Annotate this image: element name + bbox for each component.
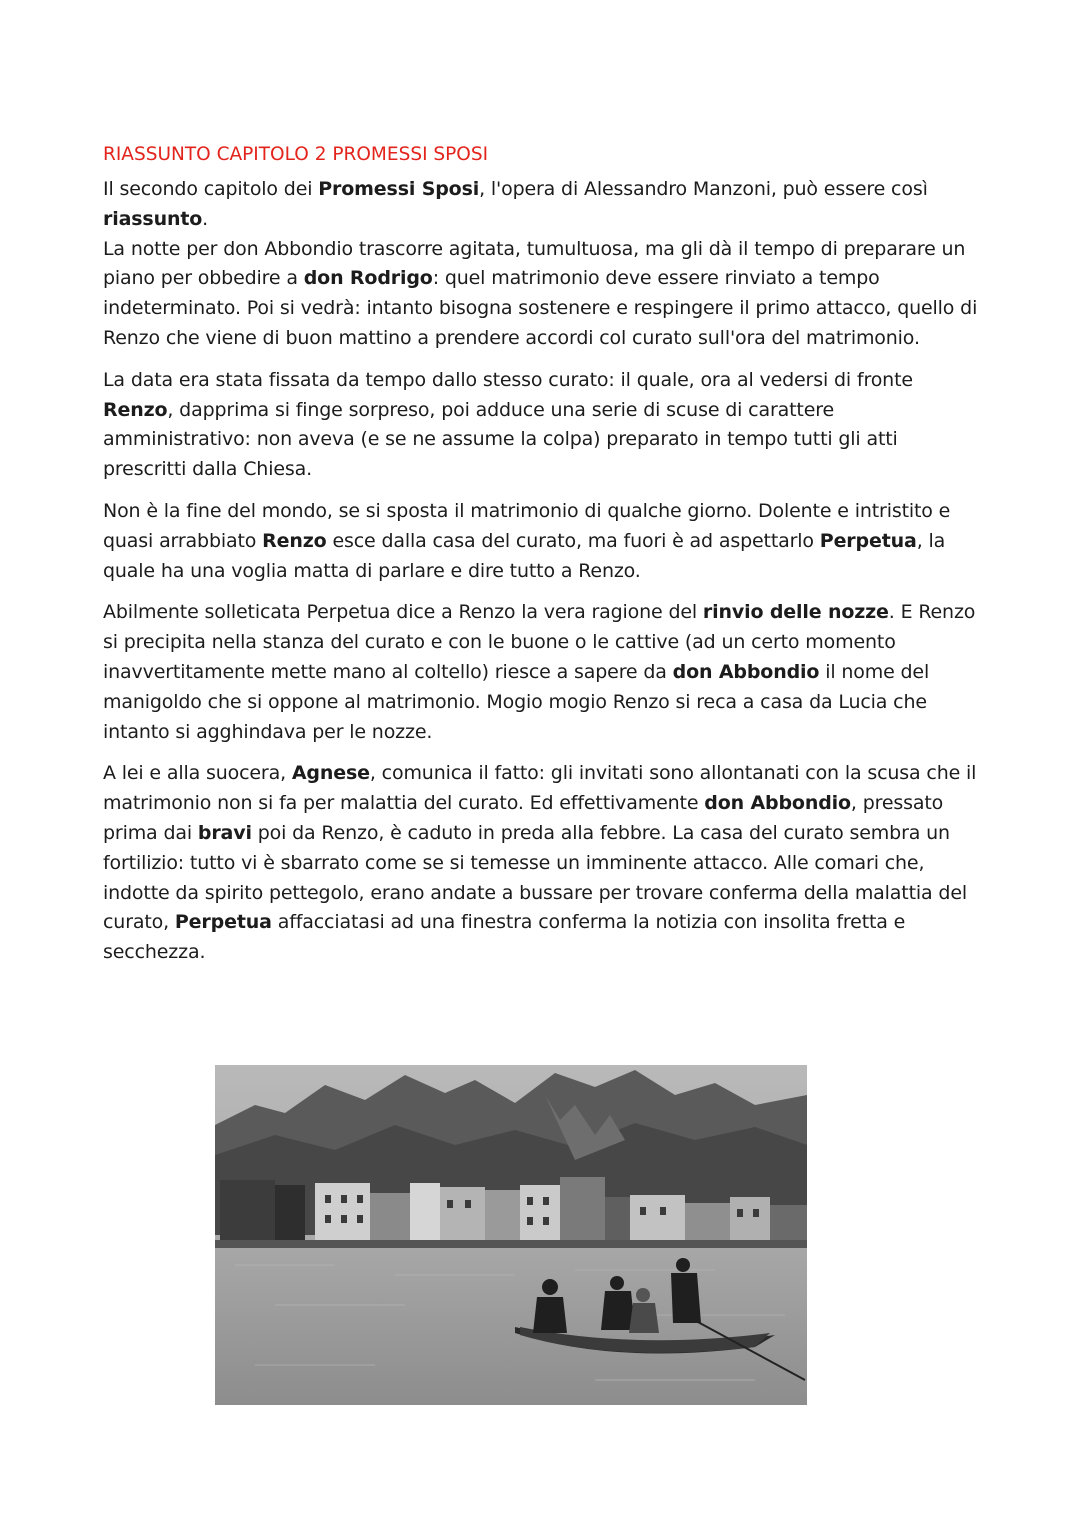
- text-run: il nome del manigoldo che si oppone al matrimonio. Mogio mogio Renzo si reca a casa da Lucia che intanto si agghindava per le nozze.: [103, 660, 930, 743]
- text-run: .: [202, 207, 209, 230]
- photo-illustration: [215, 1065, 807, 1405]
- paragraph: [103, 175, 983, 354]
- bold-term: Perpetua: [819, 529, 917, 552]
- bold-term: don Abbondio: [704, 792, 851, 815]
- paragraph: [103, 598, 983, 747]
- text-run: Abilmente solleticata Perpetua dice a Renzo la vera ragione del: [103, 601, 703, 624]
- bold-term: don Abbondio: [672, 660, 820, 683]
- bold-term: don Rodrigo: [303, 267, 433, 290]
- paragraph: [103, 366, 983, 485]
- paragraph: [103, 497, 983, 586]
- text-run: , comunica il fatto: gli invitati sono allontanati con la scusa che il matrimonio non si fa per malattia del curato. Ed effettivamente: [103, 762, 977, 815]
- text-run: poi da Renzo, è caduto in preda alla febbre. La casa del curato sembra un fortilizio: tutto vi è sbarrato come se si temesse un imminente attacco. Alle comari che, indotte da spirito pettegolo, erano andate a bussare per trovare conferma della malattia del curato,: [103, 821, 967, 934]
- bold-term: Renzo: [262, 529, 327, 552]
- text-run: Il secondo capitolo dei: [103, 178, 319, 200]
- text-run: , la quale ha una voglia matta di parlare e dire tutto a Renzo.: [103, 529, 946, 582]
- text-run: : quel matrimonio deve essere rinviato a tempo indeterminato. Poi si vedrà: intanto bisogna sostenere e respingere il primo attacco, quello di Renzo che viene di buon mattino a prendere accordi col curato sull'ora del matrimonio.: [103, 267, 978, 349]
- bold-term: riassunto: [103, 207, 203, 230]
- document-title: RIASSUNTO CAPITOLO 2 PROMESSI SPOSI: [103, 144, 489, 165]
- bold-term: Agnese: [291, 762, 370, 785]
- text-run: esce dalla casa del curato, ma fuori è ad aspettarlo: [326, 529, 820, 552]
- bold-term: bravi: [197, 821, 252, 844]
- bold-term: Perpetua: [174, 911, 272, 934]
- text-run: affacciatasi ad una finestra conferma la notizia con insolita fretta e secchezza.: [103, 911, 906, 964]
- text-run: La data era stata fissata da tempo dallo stesso curato: il quale, ora al vedersi di fronte: [103, 368, 913, 391]
- text-run: A lei e alla suocera,: [103, 762, 292, 785]
- text-run: , dapprima si finge sorpreso, poi adduce una serie di scuse di carattere amministrativo: non aveva (e se ne assume la colpa) preparato in tempo tutti gli atti prescritti dalla Chiesa.: [103, 398, 898, 481]
- text-run: , l'opera di Alessandro Manzoni, può essere così: [479, 178, 928, 200]
- lake-village-photo: [215, 1065, 807, 1405]
- paragraphs-container: [103, 175, 983, 968]
- paragraph: [103, 759, 983, 968]
- bold-term: Promessi Sposi: [318, 178, 480, 200]
- bold-term: rinvio delle nozze: [702, 601, 889, 624]
- text-run: La notte per don Abbondio trascorre agitata, tumultuosa, ma gli dà il tempo di preparare un piano per obbedire a: [103, 237, 966, 290]
- document-body: [103, 140, 983, 980]
- bold-term: Renzo: [103, 398, 168, 421]
- text-run: , pressato prima dai: [103, 792, 944, 844]
- text-run: . E Renzo si precipita nella stanza del curato e con le buone o le cattive (ad un certo momento inavvertitamente mette mano al coltello) riesce a sapere da: [103, 601, 976, 683]
- text-run: Non è la fine del mondo, se si sposta il matrimonio di qualche giorno. Dolente e intristito e quasi arrabbiato: [103, 499, 951, 552]
